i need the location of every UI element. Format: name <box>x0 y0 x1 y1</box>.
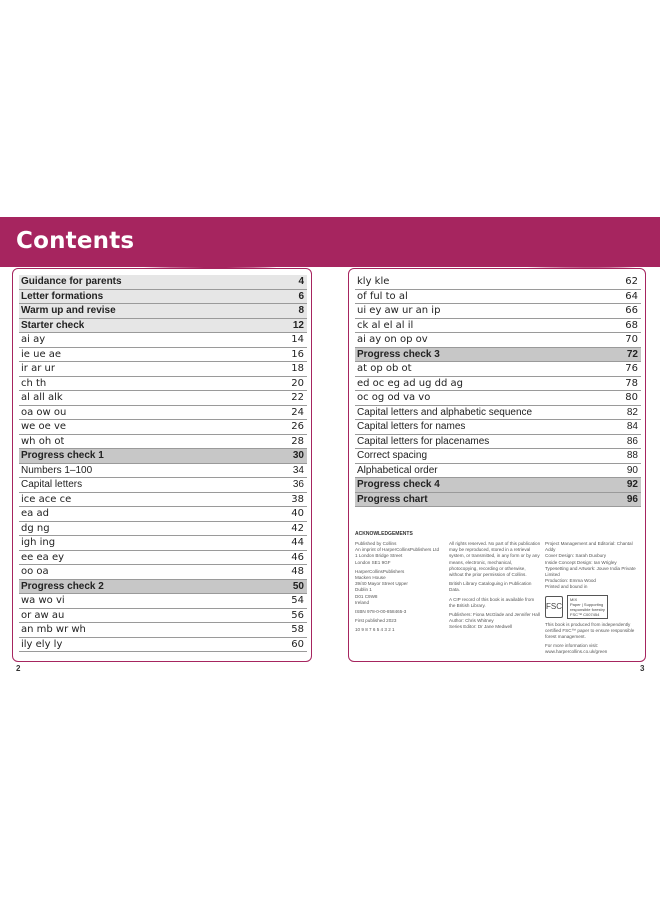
toc-entry-label: Progress check 1 <box>21 450 104 461</box>
toc-entry-page: 20 <box>291 377 304 389</box>
ack-text: British Library Cataloguing in Publication Data. <box>449 581 532 593</box>
toc-entry <box>355 275 641 290</box>
toc-entry-page: 12 <box>292 319 304 331</box>
toc-entry-page: 22 <box>291 392 304 403</box>
toc-entry-label: ed oc eg ad ug dd ag <box>357 377 464 389</box>
toc-entry-label: Capital letters for names <box>357 421 466 432</box>
fsc-logo-icon: FSC <box>545 596 563 618</box>
toc-entry-page: 56 <box>291 609 304 621</box>
toc-entry-page: 68 <box>625 319 638 331</box>
toc-entry <box>19 536 307 551</box>
toc-entry-label: ck al el al il <box>357 319 414 331</box>
toc-entry <box>19 319 307 334</box>
toc-entry-label: oc og od va vo <box>357 392 431 403</box>
toc-entry-label: oa ow ou <box>21 406 67 418</box>
ack-text: For more information visit: www.harpercollins.co.uk/green <box>545 643 608 655</box>
toc-entry-label: we oe ve <box>21 421 67 432</box>
ack-text: Published by Collins An imprint of HarperCollinsPublishers Ltd 1 London Bridge Street London SE1 9GF <box>355 541 439 565</box>
toc-entry <box>355 420 641 435</box>
page-title: Contents <box>16 228 135 254</box>
ack-text: Project Management and Editorial: Chantal Addy Cover Design: Sarah Duxbury Inside Concept Design: Ian Wrigley Typesetting and Artwork: Jouve India Private Limited Production: Emma Wood Printed and bound in <box>545 541 636 590</box>
toc-entry-page: 40 <box>291 508 304 519</box>
toc-entry <box>19 348 307 363</box>
page-number-right: 3 <box>640 664 645 673</box>
contents-panel-left <box>12 268 312 662</box>
toc-entry-label: Guidance for parents <box>21 276 122 287</box>
toc-entry-label: dg ng <box>21 522 50 534</box>
toc-entry-label: kly kle <box>357 276 390 287</box>
toc-entry-label: ch th <box>21 377 47 389</box>
toc-entry-page: 14 <box>291 334 304 345</box>
toc-entry-page: 82 <box>626 406 638 418</box>
ack-text: First published 2023 <box>355 618 397 624</box>
page-number-left: 2 <box>16 664 21 673</box>
toc-entry-label: Correct spacing <box>357 450 428 461</box>
toc-entry-label: wa wo vi <box>21 595 65 606</box>
toc-entry-label: Letter formations <box>21 290 104 302</box>
toc-entry <box>19 464 307 479</box>
ack-column-2 <box>449 541 541 634</box>
toc-entry-page: 86 <box>626 435 638 447</box>
toc-entry-page: 28 <box>291 435 304 447</box>
toc-entry-page: 30 <box>292 450 304 461</box>
ack-text: A CIP record of this book is available from the British Library. <box>449 596 535 608</box>
toc-entry-page: 76 <box>625 363 638 374</box>
toc-entry <box>19 623 307 638</box>
toc-entry-page: 6 <box>298 290 304 302</box>
toc-entry-page: 50 <box>292 580 304 592</box>
toc-entry <box>355 493 641 508</box>
toc-entry-page: 64 <box>625 290 638 302</box>
toc-entry <box>19 290 307 305</box>
toc-entry <box>355 377 641 392</box>
toc-entry-page: 54 <box>291 595 304 606</box>
toc-entry <box>355 333 641 348</box>
toc-entry-page: 42 <box>291 522 304 534</box>
toc-entry-label: Warm up and revise <box>21 305 116 316</box>
toc-entry <box>19 522 307 537</box>
toc-entry <box>19 304 307 319</box>
ack-text: ISBN 978-0-00-858465-3 <box>355 609 407 615</box>
toc-entry <box>19 565 307 580</box>
toc-entry-page: 70 <box>625 334 638 345</box>
toc-entry-label: at op ob ot <box>357 363 412 374</box>
toc-entry-page: 58 <box>291 624 304 635</box>
toc-entry-label: ie ue ae <box>21 348 62 360</box>
ack-column-1 <box>355 541 445 637</box>
toc-entry <box>19 507 307 522</box>
ack-text: Publishers: Fiona McGlade and Jennifer Hall Author: Chris Whitney Series Editor: Dr Jane Medwell <box>449 612 540 630</box>
ack-text: 10 9 8 7 6 5 4 3 2 1 <box>355 627 395 633</box>
toc-entry-label: Progress check 4 <box>357 479 440 490</box>
contents-panel-right <box>348 268 646 662</box>
fsc-certification <box>545 595 641 619</box>
toc-entry <box>19 420 307 435</box>
toc-entry-label: igh ing <box>21 537 56 548</box>
toc-entry-label: Starter check <box>21 319 85 331</box>
toc-entry-label: ily ely ly <box>21 638 63 650</box>
toc-entry <box>19 362 307 377</box>
toc-entry-page: 72 <box>626 348 638 360</box>
toc-entry-page: 90 <box>626 464 638 476</box>
toc-entry <box>355 348 641 363</box>
toc-entry <box>19 406 307 421</box>
toc-entry <box>355 406 641 421</box>
toc-entry-label: wh oh ot <box>21 435 65 447</box>
toc-entry-page: 24 <box>291 406 304 418</box>
toc-entry-page: 4 <box>298 276 304 287</box>
toc-entry <box>19 478 307 493</box>
toc-entry <box>19 551 307 566</box>
toc-entry-label: an mb wr wh <box>21 624 86 635</box>
toc-entry-label: Alphabetical order <box>357 464 438 476</box>
toc-entry-label: ai ay on op ov <box>357 334 428 345</box>
toc-entry-label: Progress chart <box>357 493 428 505</box>
toc-entry <box>355 362 641 377</box>
toc-entry-page: 96 <box>626 493 638 505</box>
toc-entry-label: or aw au <box>21 609 65 621</box>
toc-entry <box>19 275 307 290</box>
acknowledgements-heading: ACKNOWLEDGEMENTS <box>355 531 413 537</box>
toc-entry <box>19 435 307 450</box>
toc-entry <box>355 464 641 479</box>
toc-entry-page: 62 <box>625 276 638 287</box>
toc-entry-page: 8 <box>298 305 304 316</box>
toc-entry-page: 92 <box>626 479 638 490</box>
toc-entry <box>355 478 641 493</box>
toc-entry <box>19 493 307 508</box>
toc-list-left <box>19 275 307 652</box>
toc-entry <box>19 333 307 348</box>
toc-entry-label: oo oa <box>21 566 49 577</box>
fsc-badge: MIX Paper | Supporting responsible forestry FSC™ C007454 <box>567 595 608 619</box>
toc-entry-label: Capital letters for placenames <box>357 435 490 447</box>
toc-entry-page: 16 <box>291 348 304 360</box>
toc-entry-page: 60 <box>291 638 304 650</box>
toc-entry-page: 66 <box>625 305 638 316</box>
toc-entry <box>355 449 641 464</box>
toc-entry-label: ea ad <box>21 508 49 519</box>
toc-list-right <box>355 275 641 507</box>
toc-entry-label: Numbers 1–100 <box>21 464 93 476</box>
toc-entry-label: Capital letters and alphabetic sequence <box>357 406 533 418</box>
toc-entry <box>19 638 307 653</box>
toc-entry-page: 26 <box>291 421 304 432</box>
toc-entry-label: ir ar ur <box>21 363 55 374</box>
ack-text: All rights reserved. No part of this publication may be reproduced, stored in a retrieval system, or transmitted, in any form or by any means, electronic, mechanical, photocopying, recording or otherwise, without the prior permission of Collins. <box>449 541 541 578</box>
toc-entry-page: 46 <box>291 551 304 563</box>
toc-entry-label: Capital letters <box>21 479 83 490</box>
toc-entry <box>355 304 641 319</box>
toc-entry-page: 80 <box>625 392 638 403</box>
toc-entry-page: 34 <box>292 464 304 476</box>
toc-entry-page: 38 <box>291 493 304 505</box>
toc-entry-page: 78 <box>625 377 638 389</box>
ack-text: This book is produced from independently certified FSC™ paper to ensure responsible forest management. <box>545 621 635 640</box>
toc-entry-label: ice ace ce <box>21 493 72 505</box>
toc-entry <box>19 391 307 406</box>
toc-entry-page: 44 <box>291 537 304 548</box>
toc-entry-page: 18 <box>291 363 304 374</box>
toc-entry <box>355 290 641 305</box>
toc-entry-page: 84 <box>626 421 638 432</box>
toc-entry-label: al all alk <box>21 392 63 403</box>
toc-entry <box>19 594 307 609</box>
ack-text: HarperCollinsPublishers Macken House 39/40 Mayor Street Upper Dublin 1 D01 C9W8 Ireland <box>355 568 408 605</box>
toc-entry <box>19 377 307 392</box>
toc-entry <box>355 319 641 334</box>
ack-column-3 <box>545 541 641 659</box>
toc-entry-label: Progress check 3 <box>357 348 440 360</box>
toc-entry-label: Progress check 2 <box>21 580 104 592</box>
toc-entry <box>355 391 641 406</box>
toc-entry <box>355 435 641 450</box>
toc-entry-page: 88 <box>626 450 638 461</box>
toc-entry <box>19 609 307 624</box>
toc-entry <box>19 580 307 595</box>
toc-entry-page: 48 <box>291 566 304 577</box>
toc-entry-label: ee ea ey <box>21 551 65 563</box>
toc-entry <box>19 449 307 464</box>
toc-entry-label: ai ay <box>21 334 46 345</box>
toc-entry-label: ui ey aw ur an ip <box>357 305 441 316</box>
toc-entry-page: 36 <box>292 479 304 490</box>
toc-entry-label: of ful to al <box>357 290 408 302</box>
